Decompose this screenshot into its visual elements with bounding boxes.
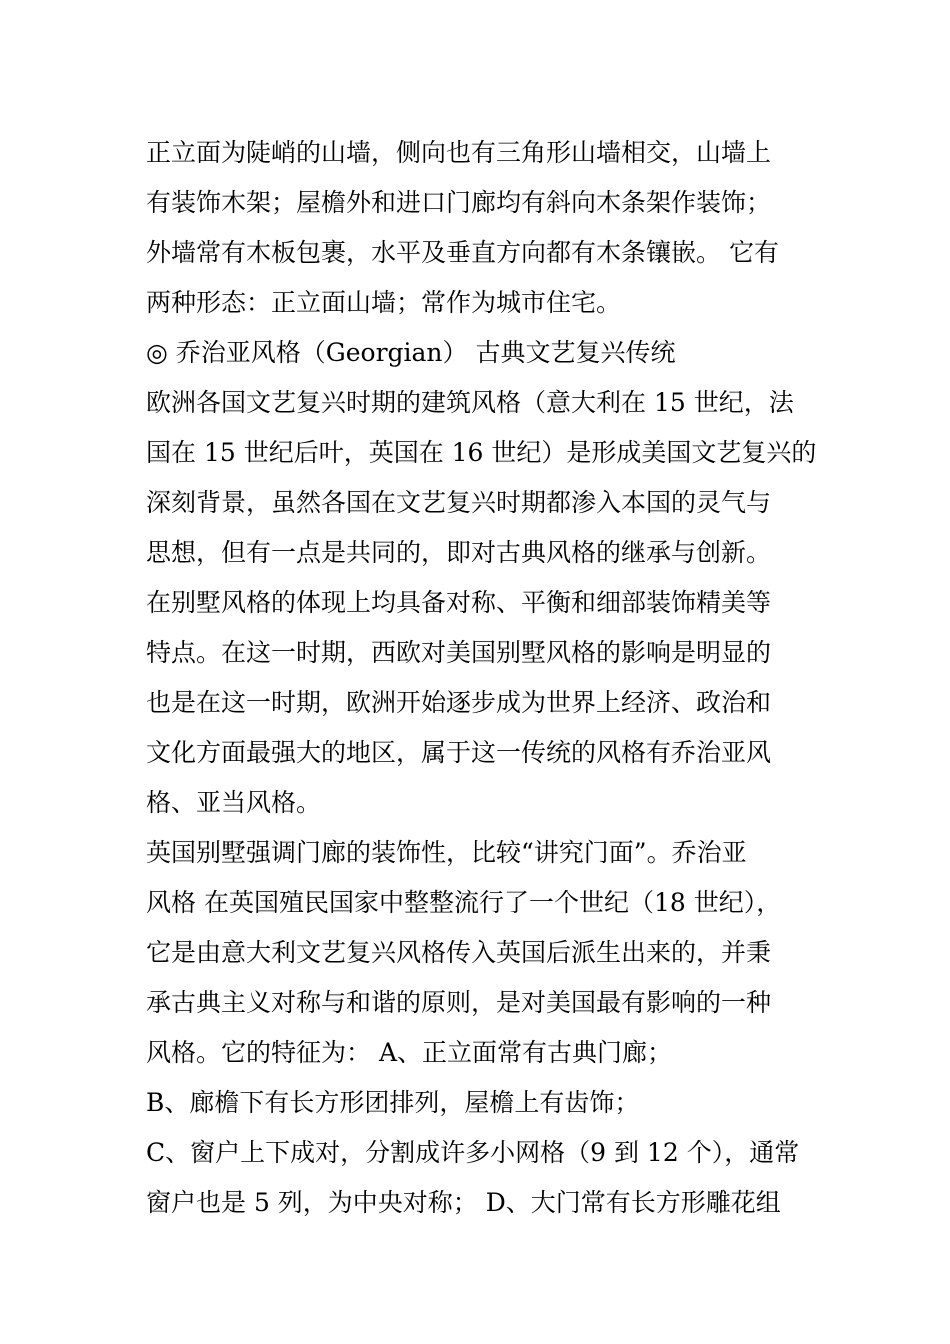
text-line: 文化方面最强大的地区，属于这一传统的风格有乔治亚风 — [146, 738, 772, 767]
text-line: 英国别墅强调门廊的装饰性，比较“讲究门面”。乔治亚 — [146, 838, 747, 867]
paragraph-tudor-features — [146, 128, 826, 328]
section-heading-line: ◎ 乔治亚风格（Georgian） 古典文艺复兴传统 — [146, 338, 676, 367]
text-line: 欧洲各国文艺复兴时期的建筑风格（意大利在 15 世纪，法 — [146, 388, 794, 417]
paragraph-renaissance-background — [146, 378, 826, 828]
text-line: 两种形态：正立面山墙；常作为城市住宅。 — [146, 288, 622, 317]
section-heading-georgian — [146, 328, 826, 378]
text-line: 风格 在英国殖民国家中整整流行了一个世纪（18 世纪）， — [146, 888, 782, 917]
paragraph-feature-c-d — [146, 1128, 826, 1228]
text-line: 国在 15 世纪后叶，英国在 16 世纪）是形成美国文艺复兴的 — [146, 438, 817, 467]
text-line: 特点。在这一时期，西欧对美国别墅风格的影响是明显的 — [146, 638, 772, 667]
text-line: 它是由意大利文艺复兴风格传入英国后派生出来的，并秉 — [146, 938, 772, 967]
text-line: 风格。它的特征为： A、正立面常有古典门廊； — [146, 1038, 673, 1067]
text-line: 有装饰木架；屋檐外和进口门廊均有斜向木条架作装饰； — [146, 188, 772, 217]
text-line: 格、亚当风格。 — [146, 788, 322, 817]
text-line: 正立面为陡峭的山墙，侧向也有三角形山墙相交，山墙上 — [146, 138, 772, 167]
text-line: 窗户也是 5 列，为中央对称； D、大门常有长方形雕花组 — [146, 1188, 781, 1217]
text-line: 承古典主义对称与和谐的原则，是对美国最有影响的一种 — [146, 988, 772, 1017]
paragraph-feature-b — [146, 1078, 826, 1128]
paragraph-georgian-description — [146, 828, 826, 1078]
text-line: B、廊檐下有长方形团排列，屋檐上有齿饰； — [146, 1088, 640, 1117]
text-line: 深刻背景，虽然各国在文艺复兴时期都渗入本国的灵气与 — [146, 488, 772, 517]
text-line: C、窗户上下成对，分割成许多小网格（9 到 12 个），通常 — [146, 1138, 800, 1167]
document-body — [146, 128, 826, 1228]
text-line: 也是在这一时期，欧洲开始逐步成为世界上经济、政治和 — [146, 688, 772, 717]
text-line: 在别墅风格的体现上均具备对称、平衡和细部装饰精美等 — [146, 588, 772, 617]
text-line: 外墙常有木板包裹，水平及垂直方向都有木条镶嵌。 它有 — [146, 238, 779, 267]
text-line: 思想，但有一点是共同的，即对古典风格的继承与创新。 — [146, 538, 772, 567]
